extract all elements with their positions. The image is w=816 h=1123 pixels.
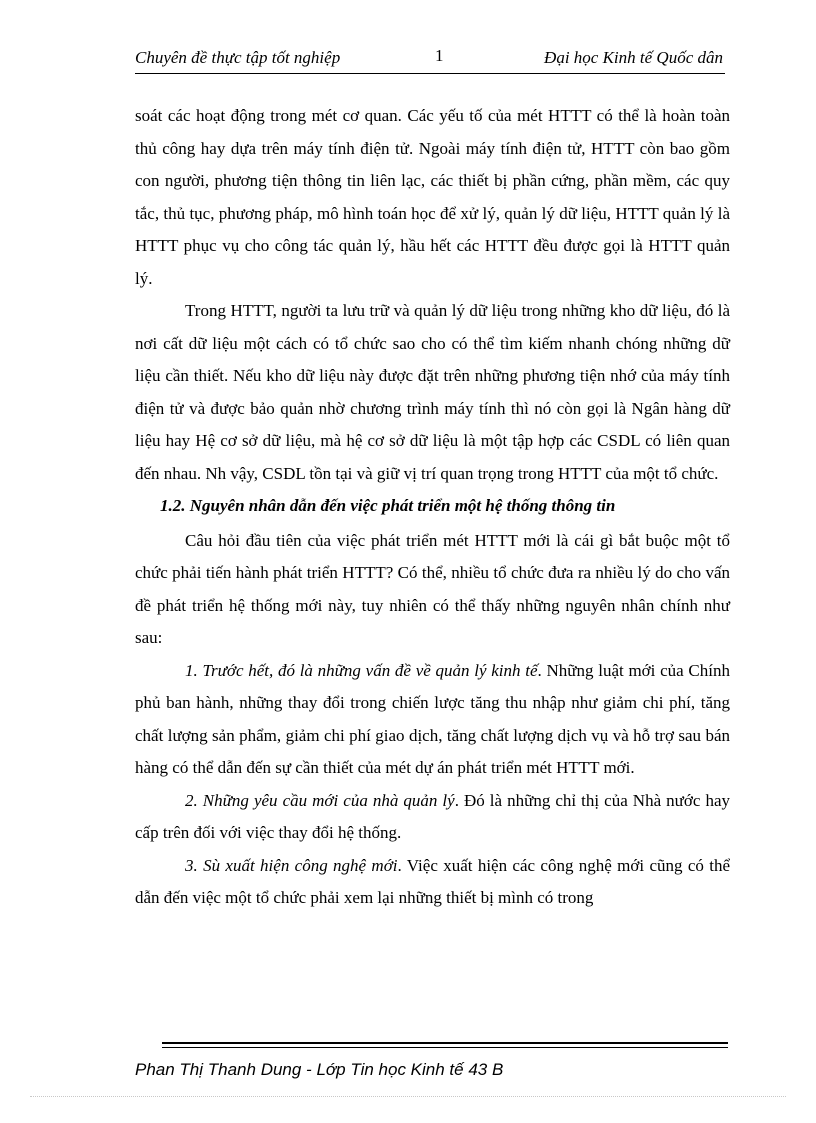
- section-heading: 1.2. Nguyên nhân dẫn đến việc phát triển một hệ thống thông tin: [160, 496, 616, 515]
- header-divider: [135, 73, 725, 74]
- list-item-lead: 3. Sù xuất hiện công nghệ mới: [185, 855, 398, 875]
- page-header: [135, 46, 723, 72]
- list-item: [135, 850, 730, 915]
- header-university: Đại học Kinh tế Quốc dân: [544, 48, 723, 67]
- header-document-title: Chuyên đề thực tập tốt nghiệp: [135, 48, 341, 67]
- page-boundary: [30, 1096, 786, 1097]
- page-footer: Phan Thị Thanh Dung - Lớp Tin học Kinh tế 43 B: [135, 1060, 504, 1079]
- footer-divider-thin: [162, 1047, 728, 1048]
- list-item-lead: 1. Trước hết, đó là những vấn đề về quản lý kinh tế: [185, 660, 538, 680]
- list-item: [135, 655, 730, 785]
- paragraph: Trong HTTT, người ta lưu trữ và quản lý dữ liệu trong những kho dữ liệu, đó là nơi cất dữ liệu một cách có tổ chức sao cho có thể tìm kiếm nhanh chóng những dữ liệu cần thiết. Nếu kho dữ liệu này được đặt trên những phương tiện nhớ của máy tính điện tử và được bảo quản nhờ chương trình máy tính thì nó còn gọi là Ngân hàng dữ liệu hay Hệ cơ sở dữ liệu, mà hệ cơ sở dữ liệu là một tập hợp các CSDL có liên quan đến nhau. Nh vậy, CSDL tồn tại và giữ vị trí quan trọng trong HTTT của một tổ chức.: [135, 301, 730, 483]
- page-body: [135, 100, 730, 915]
- list-item-lead: 2. Những yêu cầu mới của nhà quản lý: [185, 790, 455, 810]
- list-item-text: . Việc xuất hiện các công nghệ mới cũng có thể dẫn đến việc một tổ chức phải xem lại những thiết bị mình có trong: [135, 855, 731, 907]
- list-item-text: . Những luật mới của Chính phủ ban hành, những thay đổi trong chiến lược tăng thu nhập như giảm chi phí, tăng chất lượng sản phẩm, giảm chi phí giao dịch, tăng chất lượng dịch vụ và hỗ trợ sau bán hàng có thể dẫn đến sự cần thiết của mét dự án phát triển mét HTTT mới.: [135, 660, 730, 777]
- page-number: 1: [435, 46, 444, 65]
- list-item-text: . Đó là những chỉ thị của Nhà nước hay cấp trên đối với việc thay đổi hệ thống.: [135, 790, 730, 842]
- section-intro: Câu hỏi đầu tiên của việc phát triển mét HTTT mới là cái gì bắt buộc một tổ chức phải tiến hành phát triển HTTT? Có thể, nhiều tổ chức đưa ra nhiều lý do cho vấn đề phát triển hệ thống mới này, tuy nhiên có thể thấy những nguyên nhân chính như sau:: [135, 530, 730, 647]
- footer-divider-thick: [162, 1042, 728, 1044]
- list-item: [135, 785, 730, 850]
- paragraph: soát các hoạt động trong mét cơ quan. Các yếu tố của mét HTTT có thể là hoàn toàn thủ công hay dựa trên máy tính điện tử. Ngoài máy tính điện tử, HTTT còn bao gồm con người, phương tiện thông tin liên lạc, các thiết bị phần cứng, phần mềm, các quy tắc, thủ tục, phương pháp, mô hình toán học để xử lý, quản lý dữ liệu, HTTT quản lý là HTTT phục vụ cho công tác quản lý, hầu hết các HTTT đều được gọi là HTTT quản lý.: [135, 106, 730, 288]
